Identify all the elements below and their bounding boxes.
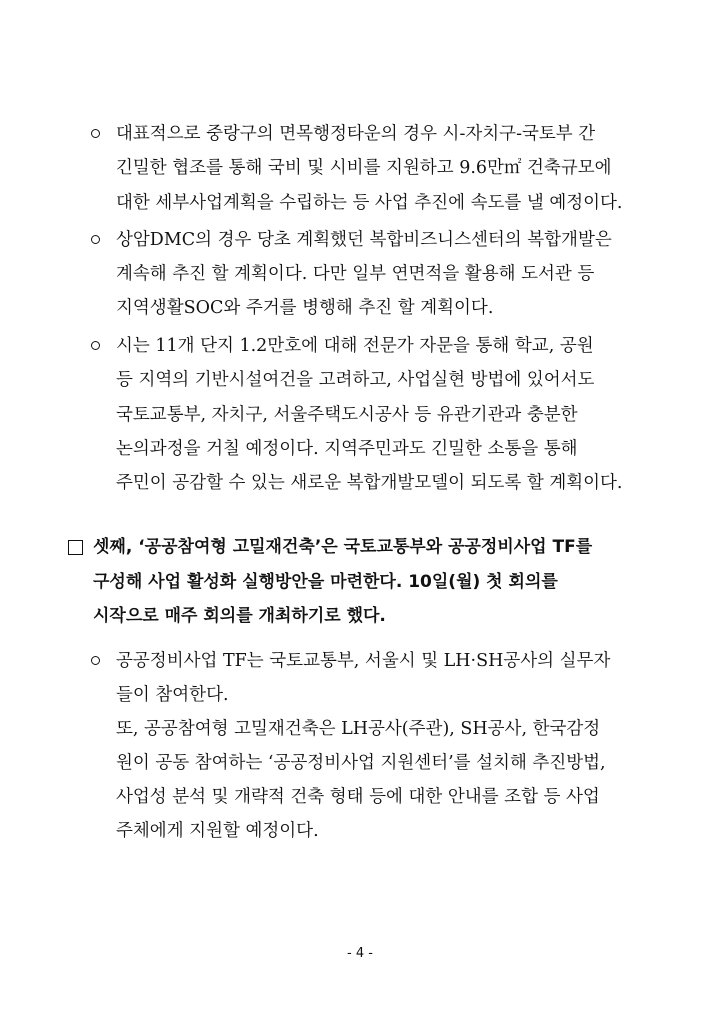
page-number: - 4 - bbox=[347, 946, 373, 961]
circle-bullet-icon bbox=[91, 129, 100, 138]
sub-bullet-line-4: 원이 공동 참여하는 ‘공공정비사업 지원센터’를 설치해 추진방법, bbox=[116, 753, 606, 773]
circle-bullet-icon bbox=[91, 656, 100, 665]
bullet-1-line-3: 대한 세부사업계획을 수립하는 등 사업 추진에 속도를 낼 예정이다. bbox=[116, 193, 623, 213]
bullet-2-line-3: 지역생활SOC와 주거를 병행해 추진 할 계획이다. bbox=[116, 298, 494, 318]
bullet-3-line-2: 등 지역의 기반시설여건을 고려하고, 사업실현 방법에 있어서도 bbox=[116, 370, 595, 390]
bullet-3-line-3: 국토교통부, 자치구, 서울주택도시공사 등 유관기관과 충분한 bbox=[116, 405, 578, 425]
sub-bullet-line-2: 들이 참여한다. bbox=[116, 685, 229, 705]
bullet-3-line-1: 시는 11개 단지 1.2만호에 대해 전문가 자문을 통해 학교, 공원 bbox=[116, 336, 594, 356]
bullet-2-line-2: 계속해 추진 할 계획이다. 다만 일부 연면적을 활용해 도서관 등 bbox=[116, 264, 595, 284]
sub-bullet-line-3: 또, 공공참여형 고밀재건축은 LH공사(주관), SH공사, 한국감정 bbox=[116, 719, 601, 739]
circle-bullet-icon bbox=[91, 235, 100, 244]
sub-bullet-line-1: 공공정비사업 TF는 국토교통부, 서울시 및 LH·SH공사의 실무자 bbox=[116, 651, 611, 671]
square-bullet-icon bbox=[68, 540, 83, 555]
sub-bullet-line-6: 주체에게 지원할 예정이다. bbox=[116, 821, 319, 841]
section-line-3: 시작으로 매주 회의를 개최하기로 했다. bbox=[93, 606, 386, 626]
bullet-3-line-4: 논의과정을 거칠 예정이다. 지역주민과도 긴밀한 소통을 통해 bbox=[116, 439, 578, 459]
bullet-3-line-5: 주민이 공감할 수 있는 새로운 복합개발모델이 되도록 할 계획이다. bbox=[116, 473, 623, 493]
section-line-1: 셋째, ‘공공참여형 고밀재건축’은 국토교통부와 공공정비사업 TF를 bbox=[93, 537, 593, 557]
bullet-1-line-1: 대표적으로 중랑구의 면목행정타운의 경우 시-자치구-국토부 간 bbox=[116, 124, 596, 144]
section-line-2: 구성해 사업 활성화 실행방안을 마련한다. 10일(월) 첫 회의를 bbox=[93, 572, 558, 592]
circle-bullet-icon bbox=[91, 341, 100, 350]
bullet-1-line-2: 긴밀한 협조를 통해 국비 및 시비를 지원하고 9.6만㎡ 건축규모에 bbox=[116, 158, 612, 178]
sub-bullet-line-5: 사업성 분석 및 개략적 건축 형태 등에 대한 안내를 조합 등 사업 bbox=[116, 787, 600, 807]
bullet-2-line-1: 상암DMC의 경우 당초 계획했던 복합비즈니스센터의 복합개발은 bbox=[116, 230, 612, 250]
